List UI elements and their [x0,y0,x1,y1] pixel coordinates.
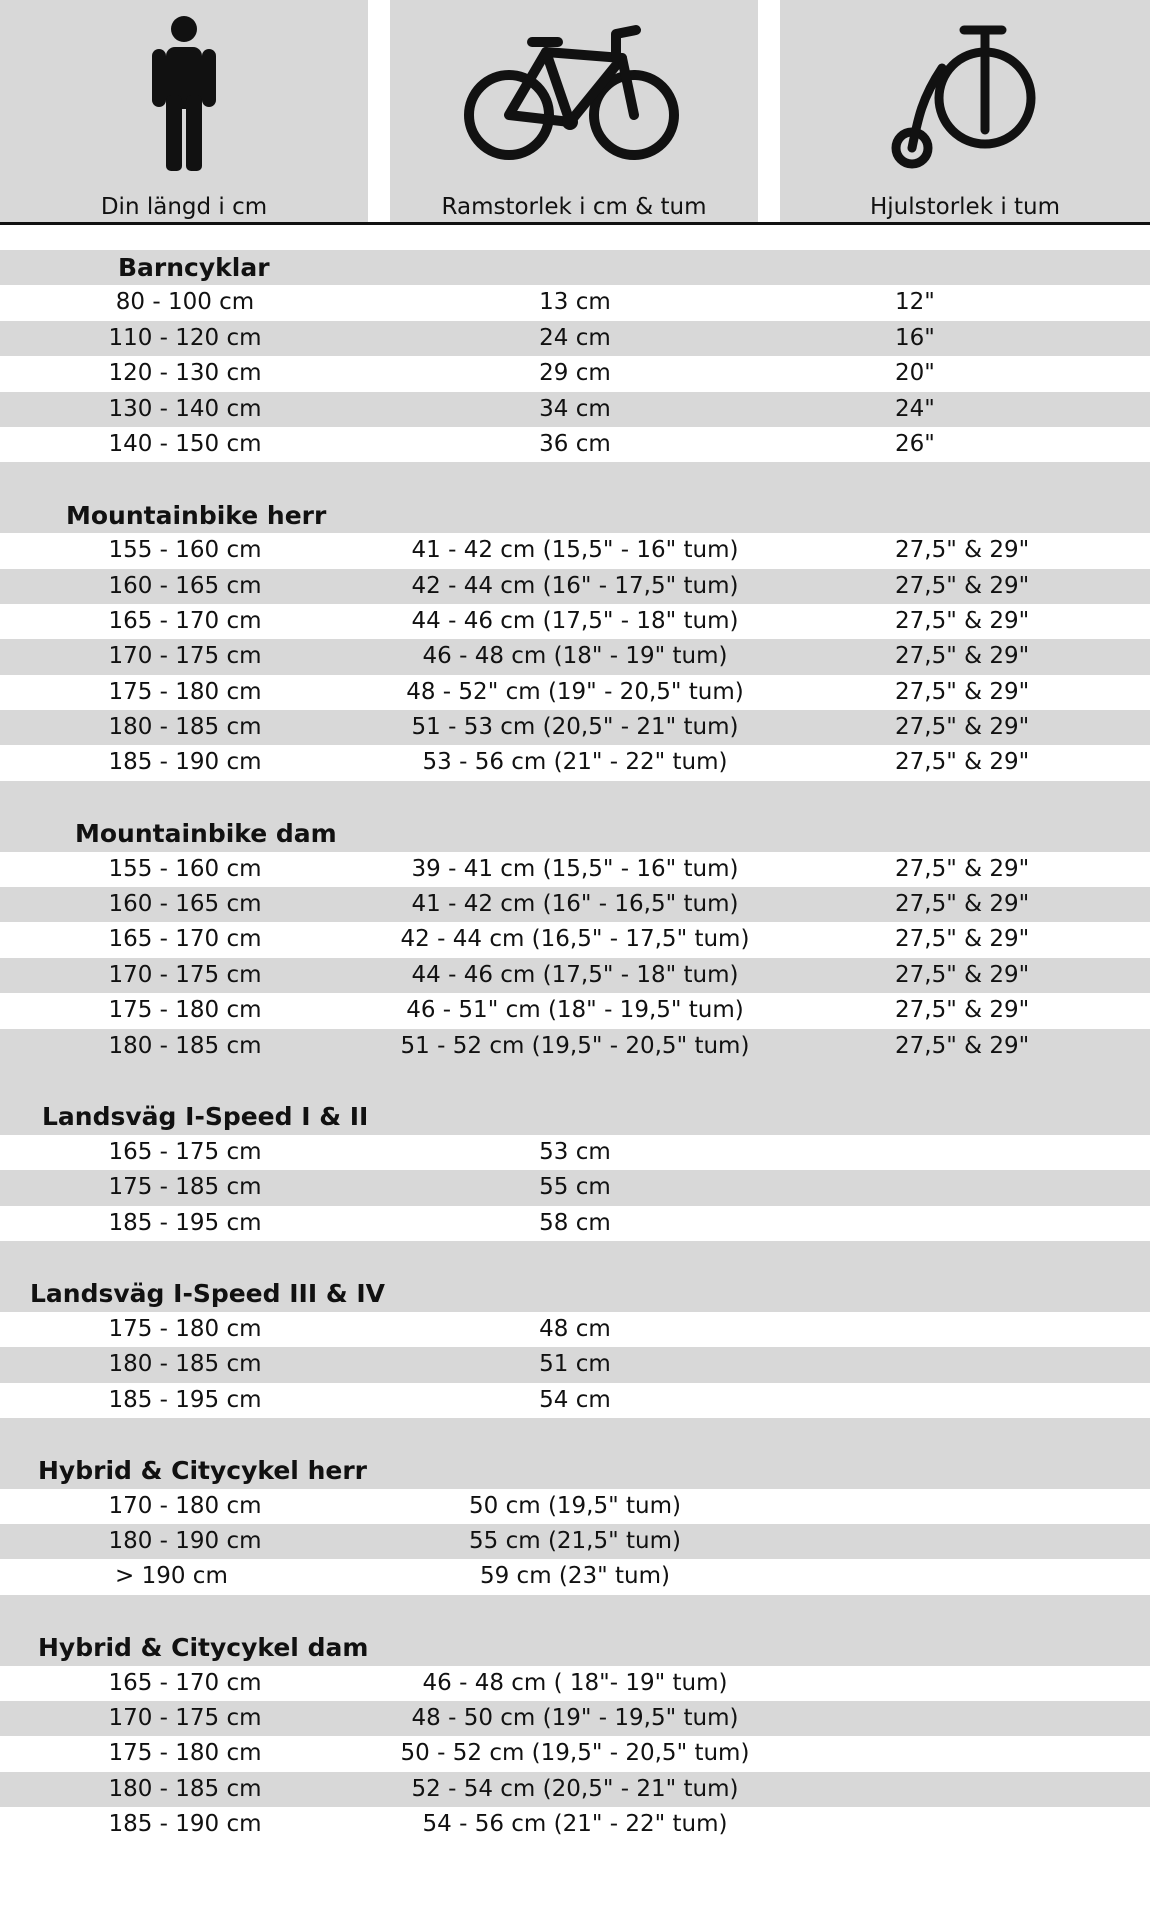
table-row [0,285,1150,320]
size-table [0,250,1150,1843]
wheel-size-cell: 20" [895,360,935,387]
frame-size-cell: 46 - 48 cm ( 18"- 19" tum) [422,1669,728,1696]
frame-size-cell: 41 - 42 cm (15,5" - 16" tum) [411,537,739,564]
frame-size-cell: 42 - 44 cm (16,5" - 17,5" tum) [400,926,750,953]
wheel-size-cell: 27,5" & 29" [895,643,1030,670]
wheel-size-cell: 12" [895,289,935,316]
height-cell: 185 - 195 cm [108,1209,262,1236]
section-header-row [0,1453,1150,1488]
section-header-row [0,1630,1150,1665]
height-cell: 170 - 175 cm [108,643,262,670]
frame-size-cell: 42 - 44 cm (16" - 17,5" tum) [411,572,739,599]
height-cell: 175 - 180 cm [108,678,262,705]
wheel-size-cell: 16" [895,324,935,351]
height-cell: > 190 cm [115,1563,228,1590]
height-cell: 180 - 185 cm [108,1032,262,1059]
height-cell: 165 - 170 cm [108,607,262,634]
height-cell: 180 - 190 cm [108,1528,262,1555]
height-cell: 165 - 170 cm [108,1669,262,1696]
height-cell: 175 - 185 cm [108,1174,262,1201]
height-cell: 110 - 120 cm [108,324,262,351]
table-row [0,1312,1150,1347]
height-cell: 180 - 185 cm [108,714,262,741]
height-cell: 140 - 150 cm [108,430,262,457]
frame-size-cell: 24 cm [539,324,611,351]
header-height-column [0,0,368,222]
wheel-size-cell: 24" [895,395,935,422]
table-row [0,852,1150,887]
table-row [0,1383,1150,1418]
frame-size-cell: 39 - 41 cm (15,5" - 16" tum) [411,855,739,882]
height-cell: 175 - 180 cm [108,997,262,1024]
frame-size-cell: 13 cm [539,289,611,316]
section-header-row [0,1099,1150,1134]
frame-size-cell: 46 - 48 cm (18" - 19" tum) [422,643,728,670]
wheel-size-cell: 27,5" & 29" [895,607,1030,634]
table-row [0,533,1150,568]
table-row [0,1206,1150,1241]
height-cell: 165 - 170 cm [108,926,262,953]
wheel-size-cell: 27,5" & 29" [895,855,1030,882]
spacer-row [0,1241,1150,1276]
table-row [0,604,1150,639]
wheel-size-cell: 27,5" & 29" [895,749,1030,776]
table-row [0,1135,1150,1170]
table-row [0,993,1150,1028]
header-frame-label: Ramstorlek i cm & tum [441,194,707,220]
bicycle-icon [390,10,758,180]
height-cell: 160 - 165 cm [108,891,262,918]
frame-size-cell: 44 - 46 cm (17,5" - 18" tum) [411,961,739,988]
wheel-size-cell: 27,5" & 29" [895,1032,1030,1059]
spacer-row [0,781,1150,816]
wheel-size-cell: 27,5" & 29" [895,997,1030,1024]
height-cell: 155 - 160 cm [108,855,262,882]
table-row [0,1772,1150,1807]
wheel-size-cell: 27,5" & 29" [895,891,1030,918]
height-cell: 120 - 130 cm [108,360,262,387]
section-title: Barncyklar [118,253,270,282]
header-wheel-column [780,0,1150,222]
frame-size-cell: 52 - 54 cm (20,5" - 21" tum) [411,1775,739,1802]
table-row [0,1489,1150,1524]
header-frame-column [390,0,758,222]
table-header [0,0,1150,225]
spacer-row [0,462,1150,497]
frame-size-cell: 36 cm [539,430,611,457]
table-row [0,1666,1150,1701]
height-cell: 185 - 195 cm [108,1386,262,1413]
wheel-size-cell: 27,5" & 29" [895,678,1030,705]
header-wheel-label: Hjulstorlek i tum [869,194,1061,220]
table-row [0,569,1150,604]
frame-size-cell: 54 cm [539,1386,611,1413]
section-header-row [0,1276,1150,1311]
frame-size-cell: 48 - 50 cm (19" - 19,5" tum) [411,1705,739,1732]
table-row [0,887,1150,922]
section-title: Mountainbike dam [75,819,337,849]
frame-size-cell: 51 cm [539,1351,611,1378]
height-cell: 175 - 180 cm [108,1740,262,1767]
height-cell: 170 - 180 cm [108,1492,262,1519]
section-title: Hybrid & Citycykel dam [38,1633,369,1663]
height-cell: 160 - 165 cm [108,572,262,599]
height-cell: 185 - 190 cm [108,749,262,776]
frame-size-cell: 48 cm [539,1315,611,1342]
frame-size-cell: 55 cm (21,5" tum) [469,1528,681,1555]
table-row [0,1701,1150,1736]
table-row [0,321,1150,356]
frame-size-cell: 46 - 51" cm (18" - 19,5" tum) [406,997,744,1024]
table-row [0,392,1150,427]
penny-farthing-icon [780,10,1150,180]
frame-size-cell: 54 - 56 cm (21" - 22" tum) [422,1811,728,1838]
table-row [0,745,1150,780]
table-row [0,1559,1150,1594]
height-cell: 170 - 175 cm [108,961,262,988]
frame-size-cell: 53 cm [539,1138,611,1165]
section-header-row [0,250,1150,285]
section-header-row [0,498,1150,533]
height-cell: 180 - 185 cm [108,1775,262,1802]
header-divider [0,222,1150,225]
table-row [0,710,1150,745]
frame-size-cell: 50 cm (19,5" tum) [469,1492,681,1519]
frame-size-cell: 50 - 52 cm (19,5" - 20,5" tum) [400,1740,750,1767]
table-row [0,427,1150,462]
frame-size-cell: 53 - 56 cm (21" - 22" tum) [422,749,728,776]
table-row [0,1170,1150,1205]
height-cell: 185 - 190 cm [108,1811,262,1838]
table-row [0,1736,1150,1771]
wheel-size-cell: 27,5" & 29" [895,714,1030,741]
table-row [0,675,1150,710]
section-header-row [0,816,1150,851]
section-title: Mountainbike herr [66,500,327,530]
frame-size-cell: 59 cm (23" tum) [479,1563,671,1590]
section-title: Landsväg I-Speed I & II [42,1102,369,1132]
wheel-size-cell: 27,5" & 29" [895,537,1030,564]
table-row [0,1524,1150,1559]
section-title: Landsväg I-Speed III & IV [30,1279,385,1309]
section-title: Hybrid & Citycykel herr [38,1456,367,1486]
frame-size-cell: 41 - 42 cm (16" - 16,5" tum) [411,891,739,918]
frame-size-cell: 51 - 53 cm (20,5" - 21" tum) [411,714,739,741]
height-cell: 155 - 160 cm [108,537,262,564]
wheel-size-cell: 27,5" & 29" [895,926,1030,953]
height-cell: 170 - 175 cm [108,1705,262,1732]
table-row [0,922,1150,957]
frame-size-cell: 29 cm [539,360,611,387]
frame-size-cell: 58 cm [539,1209,611,1236]
table-row [0,1347,1150,1382]
table-row [0,958,1150,993]
height-cell: 165 - 175 cm [108,1138,262,1165]
frame-size-cell: 48 - 52" cm (19" - 20,5" tum) [406,678,744,705]
table-row [0,356,1150,391]
table-row [0,1807,1150,1842]
spacer-row [0,1595,1150,1630]
height-cell: 180 - 185 cm [108,1351,262,1378]
height-cell: 175 - 180 cm [108,1315,262,1342]
spacer-row [0,1064,1150,1099]
height-cell: 80 - 100 cm [115,289,255,316]
wheel-size-cell: 26" [895,430,935,457]
frame-size-cell: 55 cm [539,1174,611,1201]
frame-size-cell: 44 - 46 cm (17,5" - 18" tum) [411,607,739,634]
wheel-size-cell: 27,5" & 29" [895,572,1030,599]
table-row [0,639,1150,674]
table-row [0,1029,1150,1064]
spacer-row [0,1418,1150,1453]
person-icon [0,10,368,180]
wheel-size-cell: 27,5" & 29" [895,961,1030,988]
frame-size-cell: 34 cm [539,395,611,422]
frame-size-cell: 51 - 52 cm (19,5" - 20,5" tum) [400,1032,750,1059]
header-height-label: Din längd i cm [100,194,268,220]
height-cell: 130 - 140 cm [108,395,262,422]
